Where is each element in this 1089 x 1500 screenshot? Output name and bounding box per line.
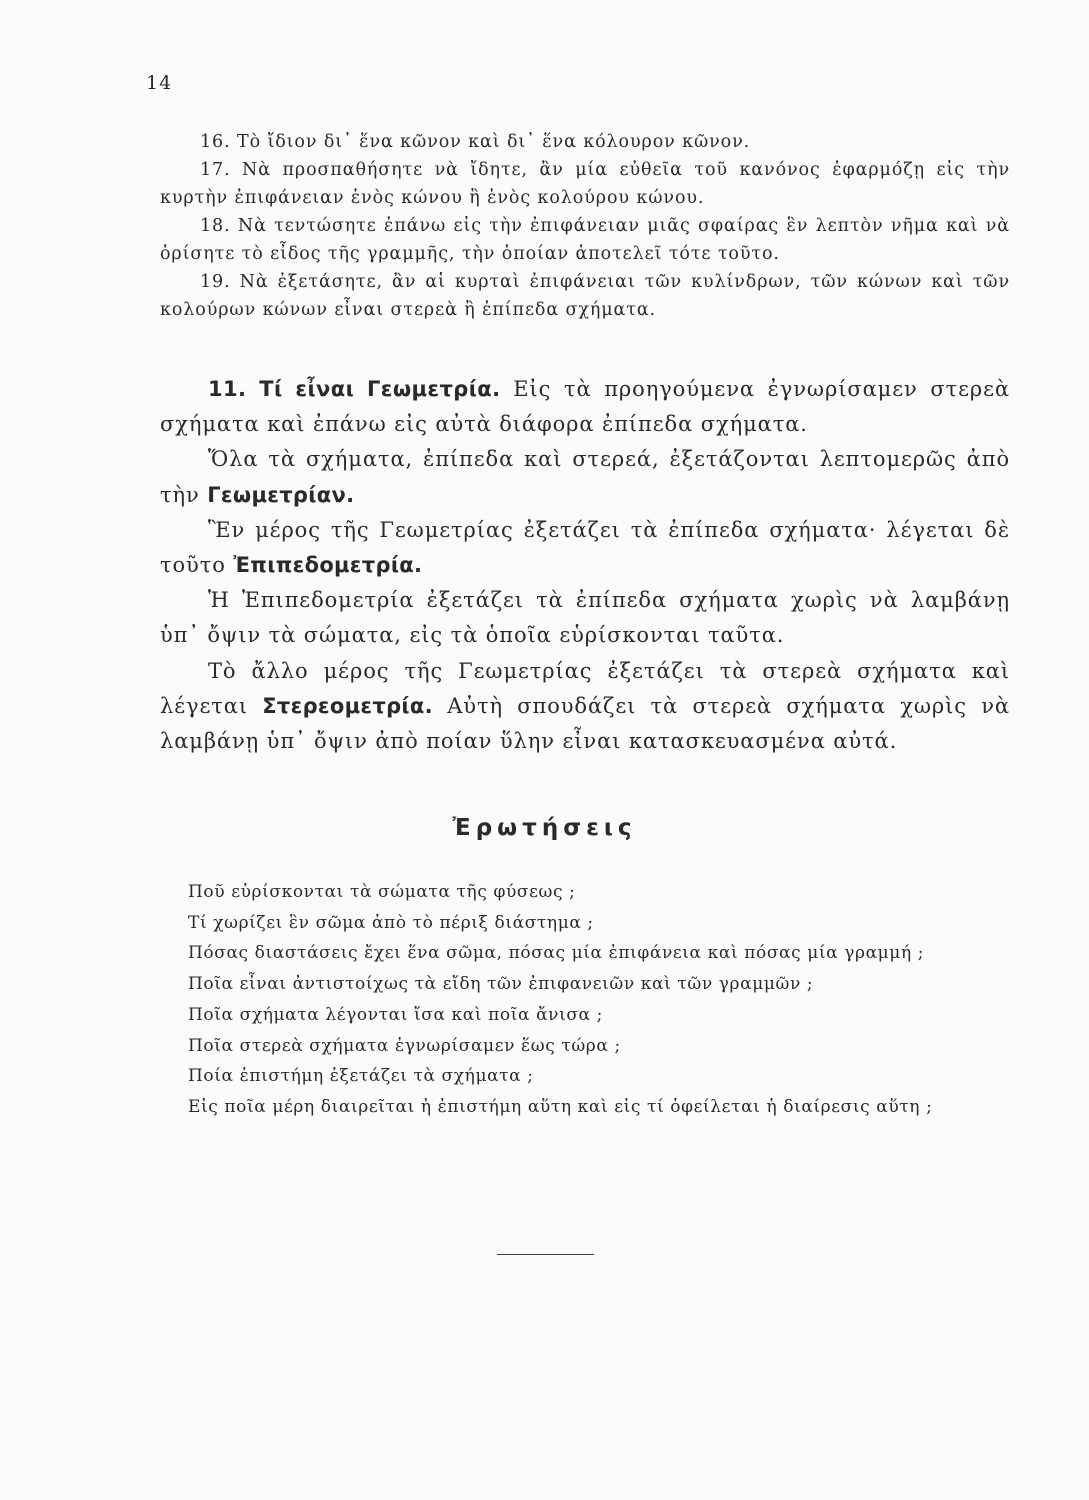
section-paragraph xyxy=(160,372,1010,442)
section-paragraph xyxy=(160,654,1010,760)
exercise-item: 18. Νὰ τεντώσητε ἐπάνω εἰς τὴν ἐπιφάνειαν μιᾶς σφαίρας ἓν λεπτὸν νῆμα καὶ νὰ ὁρίσητε τὸ εἶδος τῆς γραμμῆς, τὴν ὁποίαν ἀποτελεῖ τότε τοῦτο. xyxy=(160,216,1010,264)
question-item: Ποία ἐπιστήμη ἐξετάζει τὰ σχήματα ; xyxy=(188,1066,534,1087)
question-item: Πόσας διαστάσεις ἔχει ἕνα σῶμα, πόσας μία ἐπιφάνεια καὶ πόσας μία γραμμή ; xyxy=(188,943,925,964)
exercise-item: 16. Τὸ ἴδιον δι᾽ ἕνα κῶνον καὶ δι᾽ ἕνα κόλουρον κῶνον. xyxy=(200,132,751,152)
question-item: Ποῦ εὑρίσκονται τὰ σώματα τῆς φύσεως ; xyxy=(188,882,576,902)
exercise-item: 17. Νὰ προσπαθήσητε νὰ ἴδητε, ἂν μία εὐθεῖα τοῦ κανόνος ἐφαρμόζῃ εἰς τὴν κυρτὴν ἐπιφάνειαν ἑνὸς κώνου ἢ ἑνὸς κολούρου κώνου. xyxy=(160,160,1010,208)
question-list xyxy=(145,877,1015,1123)
term-stereometry: Στερεομετρία. xyxy=(262,693,433,718)
question-item: Ποῖα εἶναι ἀντιστοίχως τὰ εἴδη τῶν ἐπιφανειῶν καὶ τῶν γραμμῶν ; xyxy=(188,974,814,995)
section-heading: 11. Τί εἶναι Γεωμετρία. xyxy=(208,377,501,401)
section-paragraph xyxy=(160,513,1010,583)
exercise-item: 19. Νὰ ἐξετάσητε, ἂν αἱ κυρταὶ ἐπιφάνειαι τῶν κυλίνδρων, τῶν κώνων καὶ τῶν κολούρων κώνων εἶναι στερεὰ ἢ ἐπίπεδα σχήματα. xyxy=(160,272,1010,320)
question-item: Εἰς ποῖα μέρη διαιρεῖται ἡ ἐπιστήμη αὕτη καὶ εἰς τί ὀφείλεται ἡ διαίρεσις αὕτη ; xyxy=(188,1096,933,1117)
section-geometry xyxy=(160,372,1010,759)
section-paragraph xyxy=(160,442,1010,512)
section-divider xyxy=(497,1254,594,1255)
paragraph-text: Τὸ ἄλλο μέρος τῆς Γεωμετρίας ἐξετάζει τὰ στερεὰ σχήματα καὶ λέγεται xyxy=(160,658,1010,718)
exercise-list xyxy=(160,128,1010,324)
paragraph-text: Ἡ Ἐπιπεδομετρία ἐξετάζει τὰ ἐπίπεδα σχήματα χωρὶς νὰ λαμβάνῃ ὑπ᾽ ὄψιν τὰ σώματα, εἰς τὰ ὁποῖα εὑρίσκονται ταῦτα. xyxy=(160,588,1010,648)
term-planimetry: Ἐπιπεδομετρία. xyxy=(233,553,423,578)
page-number: 14 xyxy=(146,72,173,94)
paragraph-text: Αὐτὴ σπουδάζει τὰ στερεὰ σχήματα χωρὶς νὰ λαμβάνῃ ὑπ᾽ ὄψιν ἀπὸ ποίαν ὕλην εἶναι κατασκευασμένα αὐτά. xyxy=(160,693,1011,754)
question-item: Ποῖα στερεὰ σχήματα ἐγνωρίσαμεν ἕως τώρα ; xyxy=(188,1035,621,1056)
question-item: Τί χωρίζει ἓν σῶμα ἀπὸ τὸ πέριξ διάστημα ; xyxy=(188,912,594,933)
paragraph-text: Ἓν μέρος τῆς Γεωμετρίας ἐξετάζει τὰ ἐπίπεδα σχήματα· λέγεται δὲ τοῦτο xyxy=(160,517,1010,578)
paragraph-text: Εἰς τὰ προηγούμενα ἐγνωρίσαμεν στερεὰ σχήματα καὶ ἐπάνω εἰς αὐτὰ διάφορα ἐπίπεδα σχήματα. xyxy=(160,377,1010,437)
questions-title: Ἐρωτήσεις xyxy=(452,815,637,841)
term-geometry: Γεωμετρίαν. xyxy=(207,482,355,507)
section-paragraph xyxy=(160,583,1010,653)
paragraph-text: Ὅλα τὰ σχήματα, ἐπίπεδα καὶ στερεά, ἐξετάζονται λεπτομερῶς ἀπὸ τὴν xyxy=(160,447,1010,507)
question-item: Ποῖα σχήματα λέγονται ἴσα καὶ ποῖα ἄνισα ; xyxy=(188,1004,603,1025)
